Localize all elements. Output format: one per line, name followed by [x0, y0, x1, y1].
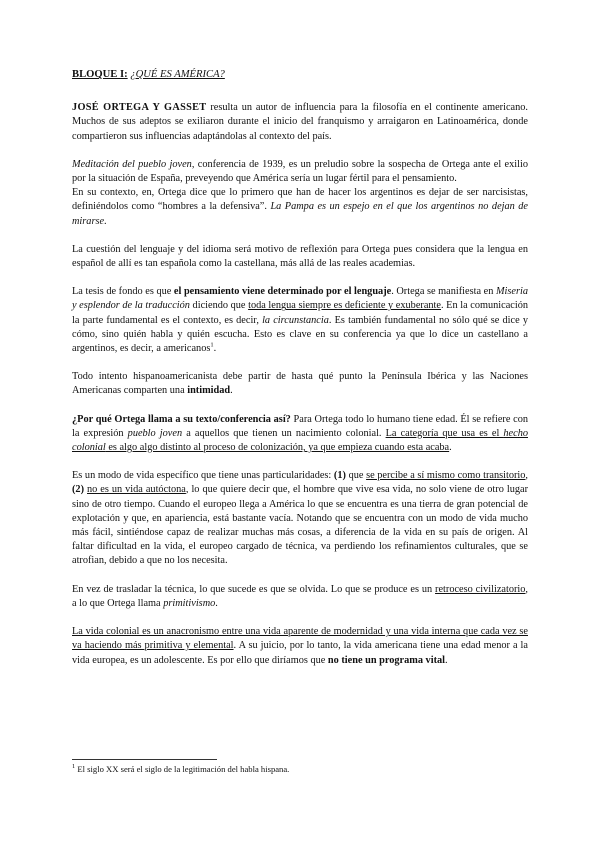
paragraph-tecnica	[72, 583, 528, 611]
paragraph-context	[72, 186, 528, 229]
section-heading	[72, 68, 528, 82]
underlined-italic-run: hecho colonial	[72, 427, 528, 454]
underlined-run: se percibe a sí mismo como transitorio	[366, 470, 526, 482]
underlined-run: La vida colonial es un anacronismo entre una vida aparente de modernidad y una vida interna que cada vez se va haciendo más primitiva y elemental	[72, 626, 528, 652]
text-run: Para Ortega todo lo humano tiene edad. Él se refiere con la expresión	[72, 413, 528, 439]
text-run: ,	[525, 470, 528, 482]
underlined-run: no es un vida autóctona	[87, 484, 186, 496]
italic-run: Miseria y esplendor de la traducción	[72, 286, 528, 312]
author-name: JOSÉ ORTEGA Y GASSET	[72, 102, 207, 114]
paragraph-text: , conferencia de 1939, es un preludio sobre la sospecha de Ortega ante el exilio por la situación de España, preveyendo que América sería un lugar fértil para el pensamiento.	[72, 158, 528, 185]
underlined-run: La categoría que usa es el	[385, 427, 504, 439]
text-run: .	[445, 654, 448, 666]
paragraph-modo-de-vida	[72, 469, 528, 568]
footnote-mark: 1	[72, 763, 76, 771]
text-run: .	[215, 597, 218, 609]
paragraph-pueblo-joven	[72, 413, 528, 456]
paragraph-text: resulta un autor de influencia para la filosofía en el continente americano. Muchos de sus adeptos se exiliaron durante el inicio del franquismo y arraigaron en Latinoamérica, donde compartieron sus influencias adaptándolas al contexto del país.	[72, 102, 528, 142]
heading-prefix: BLOQUE I:	[72, 69, 128, 80]
text-run: , lo que quiere decir que, el hombre que vive esa vida, no solo viene de otro lugar sino de otro tiempo. Cuando el europeo llega a América lo que se encuentra es una tierra de gran potencial de explotación y que, en apariencia, está bastante vacía. Notando que se encuentra con un modo de vida mucho más fácil, sintiéndose capaz de realizar muchas más cosas, a diferencia de la vida en su país de origen. Al faltar dificultad en la vida, el europeo cargado de técnica, va perdiendo los refinamientos culturales, que se atrofian, debido a que no los necesita.	[72, 484, 528, 567]
underlined-run: es algo algo distinto al proceso de colonización, ya que empieza cuando esta acaba	[105, 442, 450, 454]
bold-run: (1)	[333, 470, 346, 482]
bold-run: no tiene un programa vital	[327, 654, 446, 666]
italic-run: la circunstancia	[262, 314, 329, 326]
italic-run: pueblo joven	[127, 427, 183, 439]
text-run: En vez de trasladar la técnica, lo que sucede es que se olvida. Lo que se produce es un	[72, 583, 436, 595]
text-run: . En la comunicación la parte fundamental es el contexto, es decir,	[72, 300, 528, 326]
text-run: . Es también fundamental no sólo qué se dice y cómo, sino quién habla y quién escucha. Esto es clave en su conferencia ya que lo dice un castellano a argentinos, es decir, a americanos	[72, 314, 528, 355]
text-run: que	[345, 470, 367, 482]
paragraph-text: La cuestión del lenguaje y del idioma será motivo de reflexión para Ortega pues considera que la lengua en español de allí es tan española como la castellana, más allá de las reales academias.	[72, 243, 528, 270]
bold-run: (2)	[72, 484, 85, 496]
underlined-run: retroceso civilizatorio	[435, 583, 526, 595]
text-run: . A su juicio, por lo tanto, la vida americana tiene una edad menor a la vida europea, es un adolescente. Es por ello que diríamos que	[72, 640, 528, 666]
paragraph-intimidad	[72, 370, 528, 398]
paragraph-text: En su contexto, en, Ortega dice que lo primero que han de hacer los argentinos es dejar de ser narcisistas, definiéndolos como “hombres a la defensiva”.	[72, 187, 528, 213]
text-run: , a lo que Ortega llama	[72, 583, 528, 609]
text-run: .	[449, 442, 452, 454]
footnote-text: El siglo XX será el siglo de la legitimación del habla hispana.	[75, 764, 290, 774]
text-run: .	[213, 343, 217, 355]
italic-run: primitivismo	[163, 597, 216, 609]
text-run: .	[230, 385, 233, 397]
text-run: . Ortega se manifiesta en	[391, 286, 496, 298]
bold-run: el pensamiento viene determinado por el lenguaje	[173, 286, 392, 298]
footnote-separator	[72, 759, 217, 760]
paragraph-language	[72, 243, 528, 271]
text-run: La tesis de fondo es que	[72, 286, 174, 298]
underlined-run: toda lengua siempre es deficiente y exuberante	[248, 300, 441, 312]
text-run: diciendo que	[189, 300, 249, 312]
quote-text: La Pampa es un espejo en el que los argentinos no dejan de mirarse	[72, 201, 528, 227]
heading-title: ¿QUÉ ES AMÉRICA?	[130, 69, 225, 80]
text-run: Todo intento hispanoamericanista debe partir de hasta qué punto la Península Ibérica y las Naciones Americanas comparten una	[72, 371, 528, 397]
bold-question: ¿Por qué Ortega llama a su texto/conferencia así?	[72, 413, 291, 425]
text-run: a aquellos que tienen un nacimiento colonial.	[182, 427, 386, 439]
footnote-reference[interactable]: 1	[210, 341, 214, 349]
text-run: Es un modo de vida específico que tiene unas particularidades:	[72, 470, 334, 482]
paragraph-vida-colonial	[72, 625, 528, 668]
paragraph-author-intro	[72, 101, 528, 144]
footnote	[72, 764, 528, 775]
paragraph-meditacion	[72, 158, 528, 186]
work-title: Meditación del pueblo joven	[72, 158, 192, 170]
paragraph-end: .	[104, 215, 107, 227]
document-page	[72, 68, 528, 682]
bold-run: intimidad	[187, 385, 231, 397]
paragraph-thesis	[72, 285, 528, 356]
